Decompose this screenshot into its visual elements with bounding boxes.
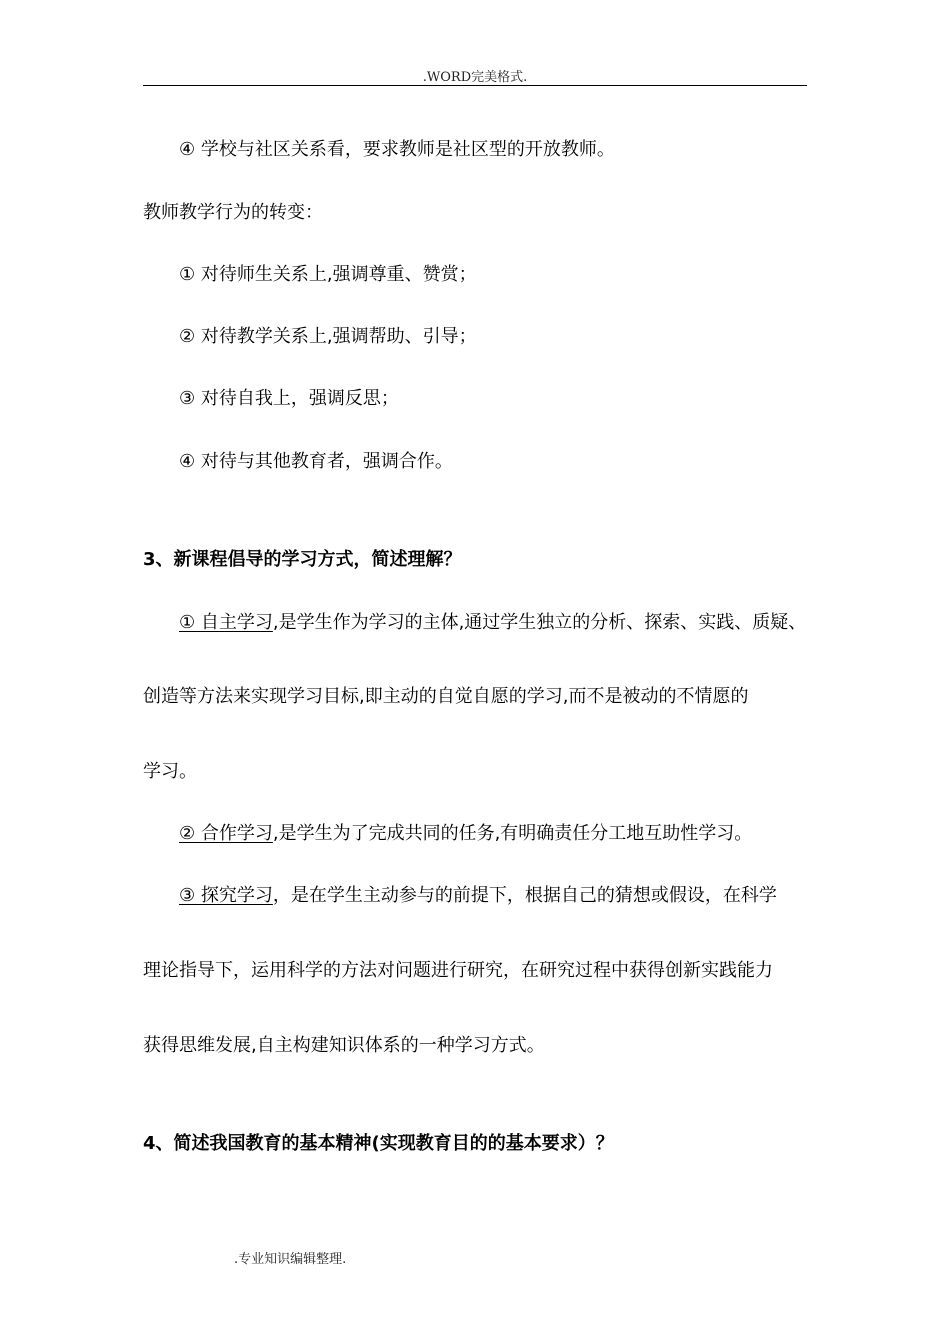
section-heading-4: 4、简述我国教育的基本精神(实现教育目的的基本要求）？ <box>143 1133 614 1154</box>
list-item: ③ 对待自我上，强调反思； <box>179 388 399 409</box>
term-inquiry-learning: ③ 探究学习 <box>179 885 273 906</box>
paragraph-text: ,是学生为了完成共同的任务,有明确责任分工地互助性学习。 <box>272 823 753 844</box>
section-heading-3: 3、新课程倡导的学习方式，简述理解？ <box>143 549 462 570</box>
paragraph-line: 理论指导下，运用科学的方法对问题进行研究，在研究过程中获得创新实践能力 <box>143 960 773 981</box>
paragraph-line: 获得思维发展,自主构建知识体系的一种学习方式。 <box>143 1035 545 1056</box>
list-item: ② 对待教学关系上,强调帮助、引导； <box>179 326 477 347</box>
term-cooperative-learning: ② 合作学习 <box>179 823 273 844</box>
list-item: ④ 对待与其他教育者，强调合作。 <box>179 451 453 472</box>
term-autonomous-learning: ① 自主学习 <box>179 612 273 633</box>
page-header: .WORD完美格式. <box>422 70 528 85</box>
paragraph-line: 学习。 <box>143 761 197 782</box>
list-item: ① 对待师生关系上,强调尊重、赞赏； <box>179 264 477 285</box>
paragraph-line <box>179 887 777 905</box>
text-line: ④ 学校与社区关系看，要求教师是社区型的开放教师。 <box>179 139 615 160</box>
header-divider <box>143 85 807 86</box>
paragraph-line <box>179 825 752 843</box>
page-footer: .专业知识编辑整理. <box>234 1252 347 1267</box>
paragraph-text: ，是在学生主动参与的前提下，根据自己的猜想或假设，在科学 <box>272 885 777 906</box>
paragraph-line <box>179 614 806 632</box>
text-line: 教师教学行为的转变： <box>143 202 323 223</box>
paragraph-line: 创造等方法来实现学习目标,即主动的自觉自愿的学习,而不是被动的不情愿的 <box>143 686 749 707</box>
paragraph-text: ,是学生作为学习的主体,通过学生独立的分析、探索、实践、质疑、 <box>272 612 807 633</box>
